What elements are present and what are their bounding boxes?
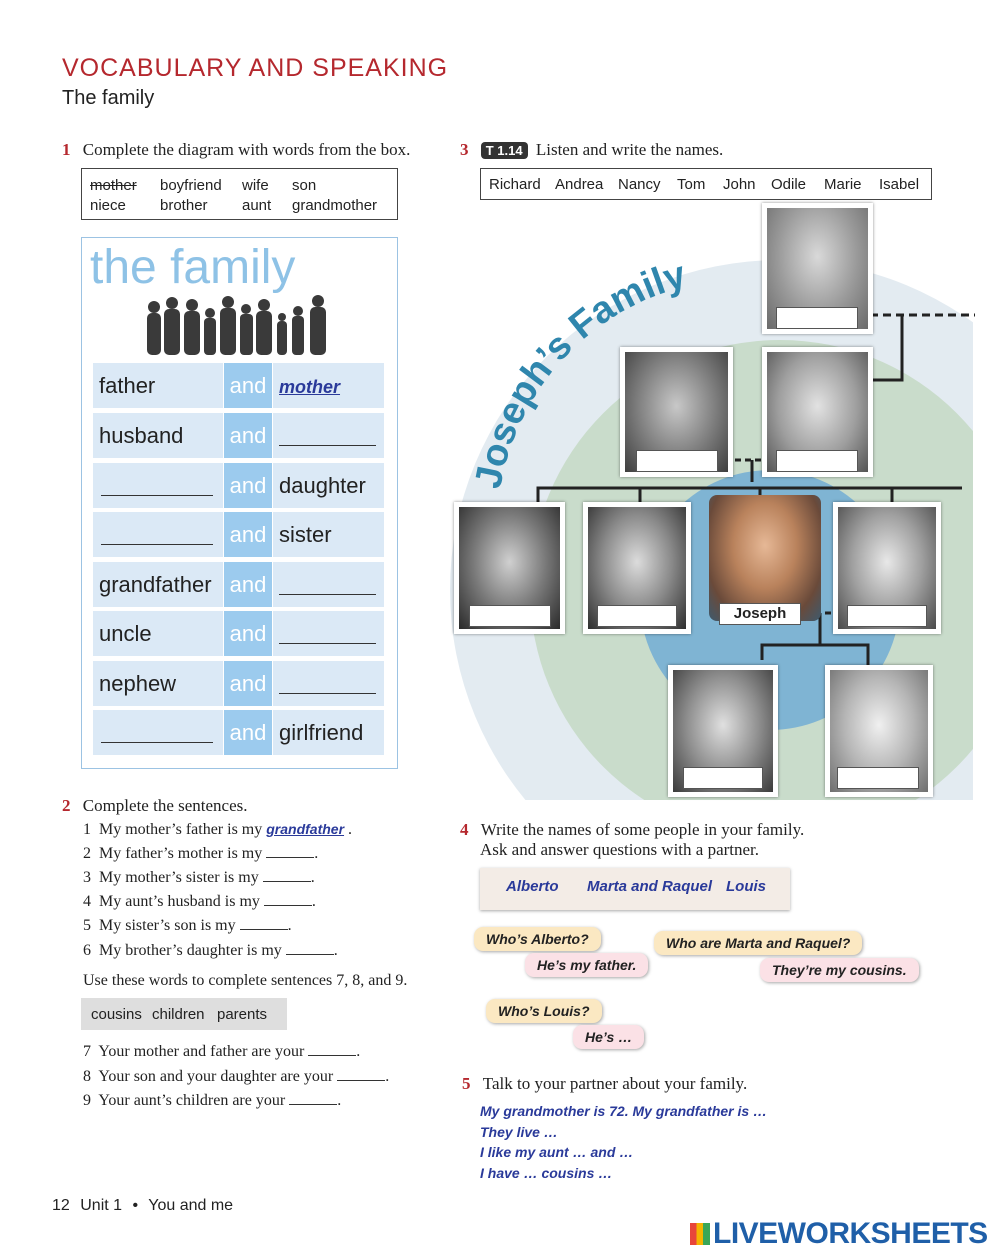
name-label-blank[interactable] (837, 767, 919, 789)
name-item: Louis (726, 878, 766, 895)
photo-grandfather (620, 347, 733, 477)
name-item: Isabel (879, 176, 920, 193)
q5-number: 5 (462, 1074, 471, 1093)
word-box-item: parents (217, 1006, 268, 1023)
family-row (93, 611, 384, 656)
answer-blank[interactable] (240, 917, 288, 930)
photo-joseph (701, 495, 829, 627)
page-number: 12 (52, 1197, 70, 1214)
name-label-blank[interactable] (847, 605, 927, 627)
row-right-blank[interactable] (273, 661, 384, 706)
q3-name-box (480, 168, 932, 200)
sentence: 8 Your son and your daughter are your . (83, 1068, 390, 1085)
photo-grandmother (762, 203, 873, 334)
q1-instruction: Complete the diagram with words from the box. (82, 140, 411, 159)
and-label: and (224, 363, 272, 408)
speech-bubble: Who’s Louis? (486, 999, 602, 1023)
name-item: Odile (771, 176, 807, 193)
answer-blank[interactable] (337, 1068, 385, 1081)
photo-grandmother-2 (762, 347, 873, 477)
row-right-word: daughter (273, 463, 384, 508)
answer-blank[interactable] (308, 1043, 356, 1056)
word-box-item: cousins (91, 1006, 142, 1023)
word-box-item: boyfriend (160, 177, 222, 194)
photo-girl (668, 665, 778, 797)
liveworksheets-logo[interactable] (690, 1217, 988, 1251)
word-box-item: mother (90, 177, 137, 194)
answer-blank[interactable] (286, 942, 334, 955)
and-label: and (224, 413, 272, 458)
name-label-blank[interactable] (776, 307, 858, 329)
family-row (93, 363, 384, 408)
family-row (93, 710, 384, 755)
q4-instruction-1: Write the names of some people in your family. (480, 820, 805, 839)
name-label-blank[interactable] (776, 450, 858, 472)
speech-bubble: Who’s Alberto? (474, 927, 601, 951)
name-item: John (723, 176, 756, 193)
q5-heading (462, 1074, 747, 1094)
speaking-prompt: They live … (480, 1124, 558, 1140)
name-label-blank[interactable] (469, 605, 551, 627)
row-right-word: girlfriend (273, 710, 384, 755)
joseph-label: Joseph (719, 603, 801, 625)
and-label: and (224, 562, 272, 607)
q4-instruction-2: Ask and answer questions with a partner. (480, 840, 760, 859)
word-box-item: wife (242, 177, 269, 194)
section-title: VOCABULARY AND SPEAKING (62, 54, 449, 82)
q4-heading (460, 820, 804, 840)
footer-bullet: • (132, 1197, 139, 1214)
row-right-blank[interactable] (273, 611, 384, 656)
photo-wife (833, 502, 941, 634)
name-label-blank[interactable] (683, 767, 763, 789)
panel-title: the family (90, 241, 296, 294)
word-box-item: brother (160, 197, 208, 214)
and-label: and (224, 463, 272, 508)
speaking-prompt: I have … cousins … (480, 1165, 613, 1181)
and-label: and (224, 710, 272, 755)
unit-label: Unit 1 (80, 1197, 123, 1214)
row-left-blank[interactable] (93, 710, 223, 755)
speech-bubble: He’s … (573, 1025, 644, 1049)
name-item: Andrea (555, 176, 604, 193)
answer-text[interactable]: grandfather (266, 821, 345, 837)
q4-name-plate (480, 868, 790, 910)
and-label: and (224, 611, 272, 656)
q4-number: 4 (460, 820, 469, 839)
sentence: 2 My father’s mother is my . (83, 845, 319, 862)
row-left-word: uncle (93, 611, 223, 656)
speech-bubble: They’re my cousins. (760, 958, 919, 982)
word-box-item: son (292, 177, 317, 194)
name-item: Richard (489, 176, 541, 193)
q5-instruction: Talk to your partner about your family. (482, 1074, 748, 1093)
q1-word-box (81, 168, 398, 220)
family-row (93, 562, 384, 607)
q2-number: 2 (62, 796, 71, 815)
section-subtitle: The family (62, 87, 155, 109)
and-label: and (224, 661, 272, 706)
track-badge[interactable]: T 1.14 (481, 142, 528, 159)
speech-bubble: Who are Marta and Raquel? (654, 931, 862, 955)
row-right-answer[interactable] (273, 363, 384, 408)
name-label-blank[interactable] (636, 450, 718, 472)
page-footer (52, 1197, 233, 1215)
speech-bubble: He’s my father. (525, 953, 648, 977)
family-row (93, 463, 384, 508)
answer-text: mother (279, 377, 341, 397)
name-item: Marta and Raquel (587, 878, 713, 895)
word-box-item: children (152, 1006, 205, 1023)
q1-heading (62, 140, 410, 160)
q2-heading (62, 796, 248, 816)
photo-baby (825, 665, 933, 797)
q3-number: 3 (460, 140, 469, 159)
answer-blank[interactable] (266, 845, 314, 858)
sentence: 5 My sister’s son is my . (83, 917, 292, 934)
speaking-prompt: I like my aunt … and … (480, 1144, 634, 1160)
row-left-blank[interactable] (93, 463, 223, 508)
sentence: 7 Your mother and father are your . (83, 1043, 361, 1060)
row-right-word: sister (273, 512, 384, 557)
sentence: 4 My aunt’s husband is my . (83, 893, 316, 910)
speaking-prompt: My grandmother is 72. My grandfather is … (480, 1103, 768, 1119)
name-item: Alberto (506, 878, 559, 895)
name-item: Marie (824, 176, 862, 193)
photo-woman (583, 502, 691, 634)
row-left-blank[interactable] (93, 512, 223, 557)
q3-heading (460, 140, 723, 160)
family-row (93, 413, 384, 458)
sentence: 9 Your aunt’s children are your . (83, 1092, 342, 1109)
sentence: 6 My brother’s daughter is my . (83, 942, 338, 959)
logo-text: LIVEWORKSHEETS (713, 1217, 988, 1250)
row-left-word: husband (93, 413, 223, 458)
family-row (93, 661, 384, 706)
family-silhouette-icon (142, 293, 342, 358)
word-box-item: grandmother (292, 197, 378, 214)
q2-instruction2: Use these words to complete sentences 7, 8, and 9. (83, 972, 408, 989)
and-label: and (224, 512, 272, 557)
q2-instruction: Complete the sentences. (82, 796, 248, 815)
name-item: Nancy (618, 176, 661, 193)
name-item: Tom (677, 176, 706, 193)
row-left-word: grandfather (93, 562, 223, 607)
logo-icon (690, 1223, 710, 1245)
word-box-item: aunt (242, 197, 272, 214)
diagram-title: Joseph’s Family (467, 253, 691, 492)
family-panel (81, 237, 398, 769)
q1-number: 1 (62, 140, 71, 159)
sentence: 1 My mother’s father is my grandfather . (83, 821, 353, 838)
row-right-blank[interactable] (273, 562, 384, 607)
row-left-word: nephew (93, 661, 223, 706)
word-box-item: niece (90, 197, 126, 214)
answer-blank[interactable] (263, 869, 311, 882)
answer-blank[interactable] (264, 893, 312, 906)
unit-title: You and me (148, 1197, 234, 1214)
answer-blank[interactable] (289, 1092, 337, 1105)
q2-word-box (81, 998, 287, 1030)
sentence: 3 My mother’s sister is my . (83, 869, 315, 886)
q3-instruction: Listen and write the names. (535, 140, 724, 159)
row-left-word: father (93, 363, 223, 408)
family-row (93, 512, 384, 557)
name-label-blank[interactable] (597, 605, 677, 627)
row-right-blank[interactable] (273, 413, 384, 458)
photo-man (454, 502, 565, 634)
